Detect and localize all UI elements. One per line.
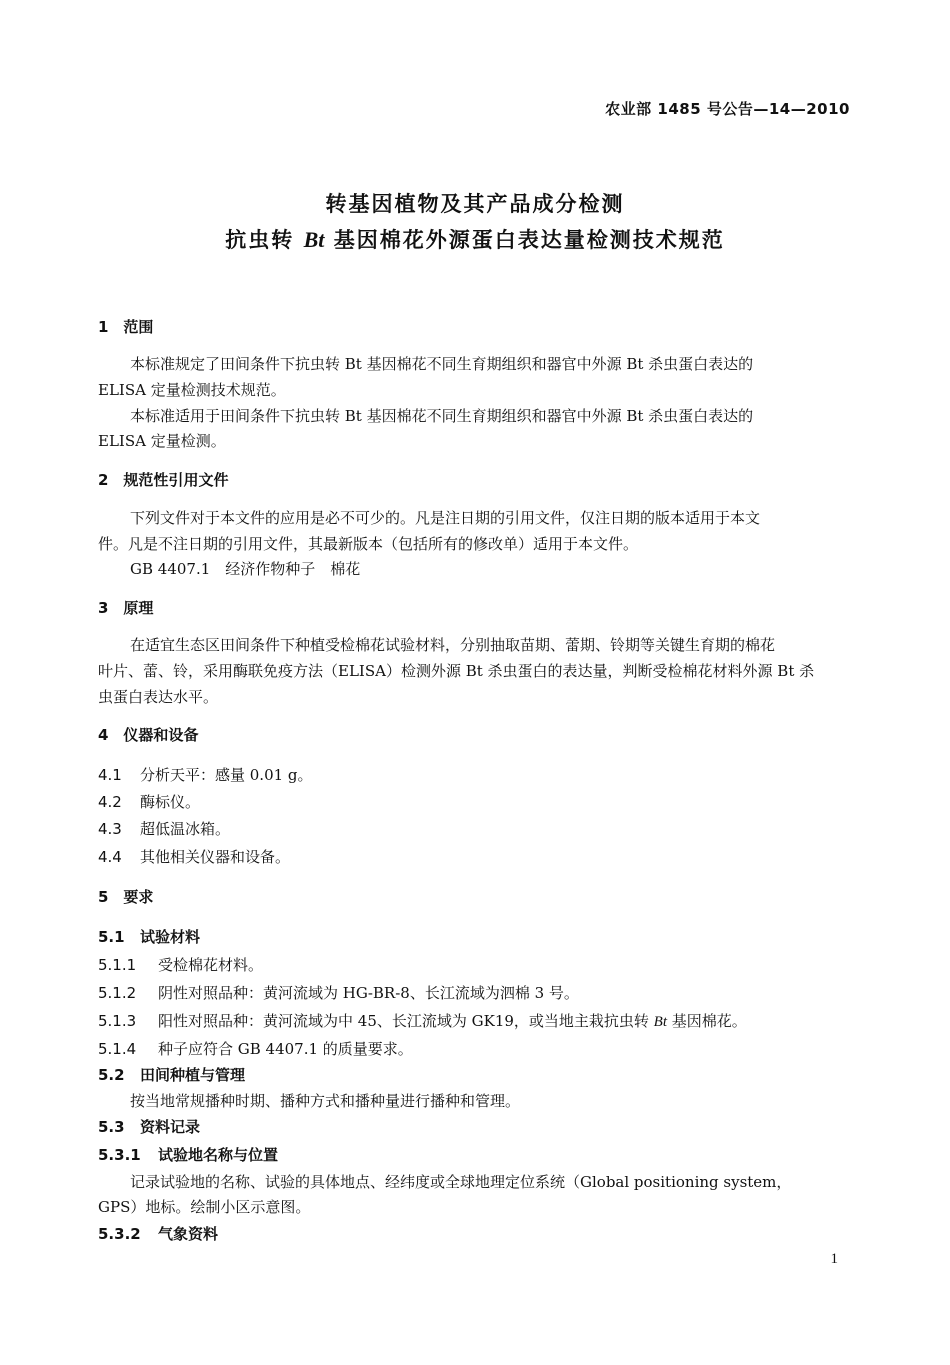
title-line-2-pre: 抗虫转 bbox=[225, 228, 304, 252]
section-1-heading: 1 范围 bbox=[98, 318, 154, 336]
s5-1-3-text-post: 基因棉花。 bbox=[667, 1012, 747, 1030]
s5-2-heading bbox=[98, 1064, 858, 1085]
s5-1-3-text-pre: 阳性对照品种：黄河流域为中 45、长江流域为 GK19，或当地主栽抗虫转 bbox=[158, 1012, 654, 1030]
s5-1-number: 5.1 bbox=[98, 928, 125, 946]
s5-1-2 bbox=[98, 982, 858, 1003]
s4-item bbox=[98, 818, 858, 839]
s4-item bbox=[98, 791, 858, 812]
s5-3-2-title: 气象资料 bbox=[158, 1225, 219, 1243]
s5-3-2-number: 5.3.2 bbox=[98, 1225, 141, 1243]
s5-3-1-number: 5.3.1 bbox=[98, 1146, 141, 1164]
s4-item-number: 4.3 bbox=[98, 820, 122, 838]
title-bt: Bt bbox=[303, 227, 325, 252]
s5-1-heading bbox=[98, 926, 858, 947]
section-5-heading: 5 要求 bbox=[98, 888, 154, 906]
s5-2-number: 5.2 bbox=[98, 1066, 125, 1084]
s1-p1-line2: ELISA 定量检测技术规范。 bbox=[98, 381, 286, 399]
document-number: 农业部 1485 号公告—14—2010 bbox=[605, 100, 850, 118]
s4-item-number: 4.2 bbox=[98, 793, 122, 811]
section-4-heading: 4 仪器和设备 bbox=[98, 726, 199, 744]
s5-1-2-text: 阴性对照品种：黄河流域为 HG‑BR‑8、长江流域为泗棉 3 号。 bbox=[158, 984, 579, 1002]
s3-line3: 虫蛋白表达水平。 bbox=[98, 688, 219, 706]
s2-reference: GB 4407.1 经济作物种子 棉花 bbox=[130, 560, 361, 578]
s5-1-3-bt: Bt bbox=[653, 1014, 668, 1030]
s5-1-4-text: 种子应符合 GB 4407.1 的质量要求。 bbox=[158, 1040, 413, 1058]
s5-2-title: 田间种植与管理 bbox=[140, 1066, 246, 1084]
title-line-1: 转基因植物及其产品成分检测 bbox=[325, 192, 625, 216]
s4-item-text: 酶标仪。 bbox=[140, 793, 201, 811]
s3-line2: 叶片、蕾、铃，采用酶联免疫方法（ELISA）检测外源 Bt 杀虫蛋白的表达量，判断受检棉花材料外源 Bt 杀 bbox=[98, 662, 815, 680]
s4-item-number: 4.4 bbox=[98, 848, 122, 866]
s5-1-3 bbox=[98, 1010, 858, 1031]
section-2-heading: 2 规范性引用文件 bbox=[98, 471, 229, 489]
s4-item-text: 其他相关仪器和设备。 bbox=[140, 848, 291, 866]
s3-line1: 在适宜生态区田间条件下种植受检棉花试验材料，分别抽取苗期、蕾期、铃期等关键生育期的棉花 bbox=[130, 636, 776, 654]
s5-1-1-number: 5.1.1 bbox=[98, 956, 137, 974]
s1-p2-line2: ELISA 定量检测。 bbox=[98, 432, 226, 450]
s5-3-heading bbox=[98, 1116, 858, 1137]
s1-p2-line1: 本标准适用于田间条件下抗虫转 Bt 基因棉花不同生育期组织和器官中外源 Bt 杀虫蛋白表达的 bbox=[130, 407, 754, 425]
s4-item-number: 4.1 bbox=[98, 766, 122, 784]
s5-1-4-number: 5.1.4 bbox=[98, 1040, 137, 1058]
s5-3-1-line2: GPS）地标。绘制小区示意图。 bbox=[98, 1198, 311, 1216]
s5-1-3-number: 5.1.3 bbox=[98, 1012, 137, 1030]
s5-3-1-heading bbox=[98, 1144, 858, 1165]
s5-3-2-heading bbox=[98, 1223, 858, 1244]
s5-1-title: 试验材料 bbox=[140, 928, 201, 946]
s4-item bbox=[98, 764, 858, 785]
s5-3-1-title: 试验地名称与位置 bbox=[158, 1146, 279, 1164]
s4-item-text: 超低温冰箱。 bbox=[140, 820, 231, 838]
s5-3-number: 5.3 bbox=[98, 1118, 125, 1136]
s5-3-1-line1: 记录试验地的名称、试验的具体地点、经纬度或全球地理定位系统（Global positioning system， bbox=[130, 1173, 792, 1191]
s5-3-title: 资料记录 bbox=[140, 1118, 201, 1136]
s5-1-2-number: 5.1.2 bbox=[98, 984, 137, 1002]
s2-p1-line1: 下列文件对于本文件的应用是必不可少的。凡是注日期的引用文件，仅注日期的版本适用于本文 bbox=[130, 509, 761, 527]
s5-2-text: 按当地常规播种时期、播种方式和播种量进行播种和管理。 bbox=[130, 1092, 521, 1110]
section-3-heading: 3 原理 bbox=[98, 599, 154, 617]
title-line-2 bbox=[0, 224, 950, 254]
page-number: 1 bbox=[830, 1251, 838, 1267]
s4-item bbox=[98, 846, 858, 867]
title-line-2-post: 基因棉花外源蛋白表达量检测技术规范 bbox=[324, 228, 725, 252]
s2-p1-line2: 件。凡是不注日期的引用文件，其最新版本（包括所有的修改单）适用于本文件。 bbox=[98, 535, 639, 553]
s5-1-1-text: 受检棉花材料。 bbox=[158, 956, 264, 974]
s5-1-4 bbox=[98, 1038, 858, 1059]
s1-p1-line1: 本标准规定了田间条件下抗虫转 Bt 基因棉花不同生育期组织和器官中外源 Bt 杀虫蛋白表达的 bbox=[130, 355, 754, 373]
s5-1-1 bbox=[98, 954, 858, 975]
s4-item-text: 分析天平：感量 0.01 g。 bbox=[140, 766, 313, 784]
